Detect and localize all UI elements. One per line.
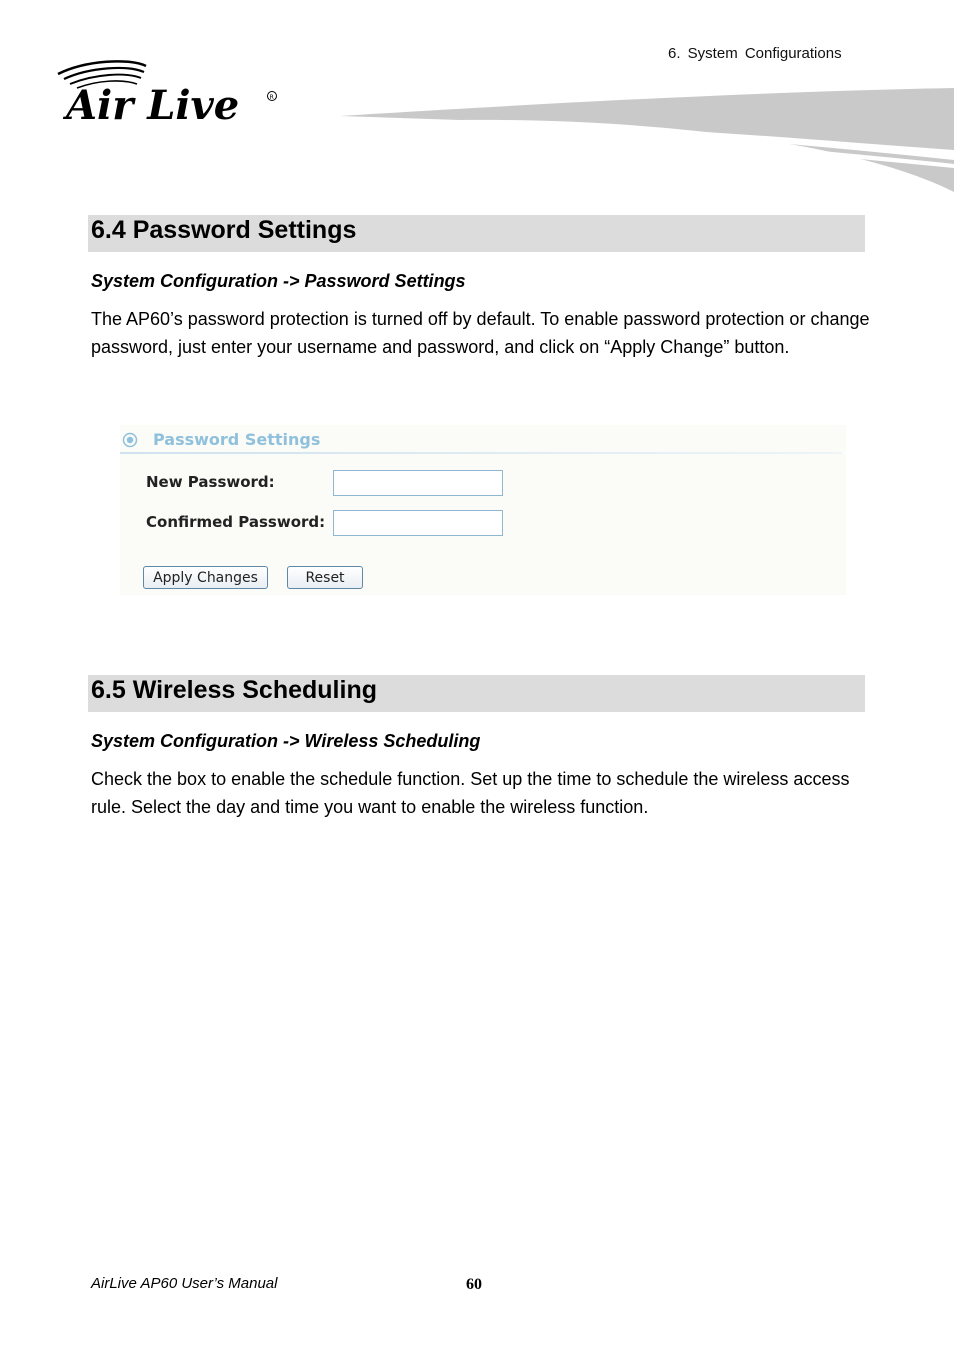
section-paragraph-password: The AP60’s password protection is turned off by default. To enable password protection or change password, just enter your username and password, and click on “Apply Change” button.: [91, 309, 870, 357]
radio-bullet-icon: [122, 432, 138, 448]
new-password-label: New Password:: [146, 473, 275, 491]
new-password-input[interactable]: [333, 470, 503, 496]
section-path-scheduling: System Configuration -> Wireless Scheduling: [91, 731, 481, 751]
password-settings-panel: [120, 425, 846, 595]
panel-heading: Password Settings: [153, 430, 321, 449]
reset-button[interactable]: Reset: [287, 566, 363, 589]
section-path-password: System Configuration -> Password Settings: [91, 271, 466, 291]
chapter-header: 6. System Configurations: [668, 45, 842, 62]
section-paragraph-scheduling: Check the box to enable the schedule function. Set up the time to schedule the wireless access rule. Select the day and time you want to enable the wireless function.: [91, 769, 850, 817]
apply-changes-button[interactable]: Apply Changes: [143, 566, 268, 589]
svg-text:R: R: [269, 94, 274, 101]
confirmed-password-input[interactable]: [333, 510, 503, 536]
footer-manual-title: AirLive AP60 User’s Manual: [91, 1275, 278, 1292]
header-swoosh-graphic: [340, 84, 954, 196]
section-title-password: 6.4 Password Settings: [88, 215, 865, 252]
footer-page-number: 60: [466, 1276, 482, 1293]
section-title-scheduling: 6.5 Wireless Scheduling: [88, 675, 865, 712]
panel-divider: [120, 452, 842, 454]
svg-text:Air Live: Air Live: [66, 82, 240, 128]
confirmed-password-label: Confirmed Password:: [146, 513, 326, 531]
airlive-logo: [52, 58, 284, 128]
